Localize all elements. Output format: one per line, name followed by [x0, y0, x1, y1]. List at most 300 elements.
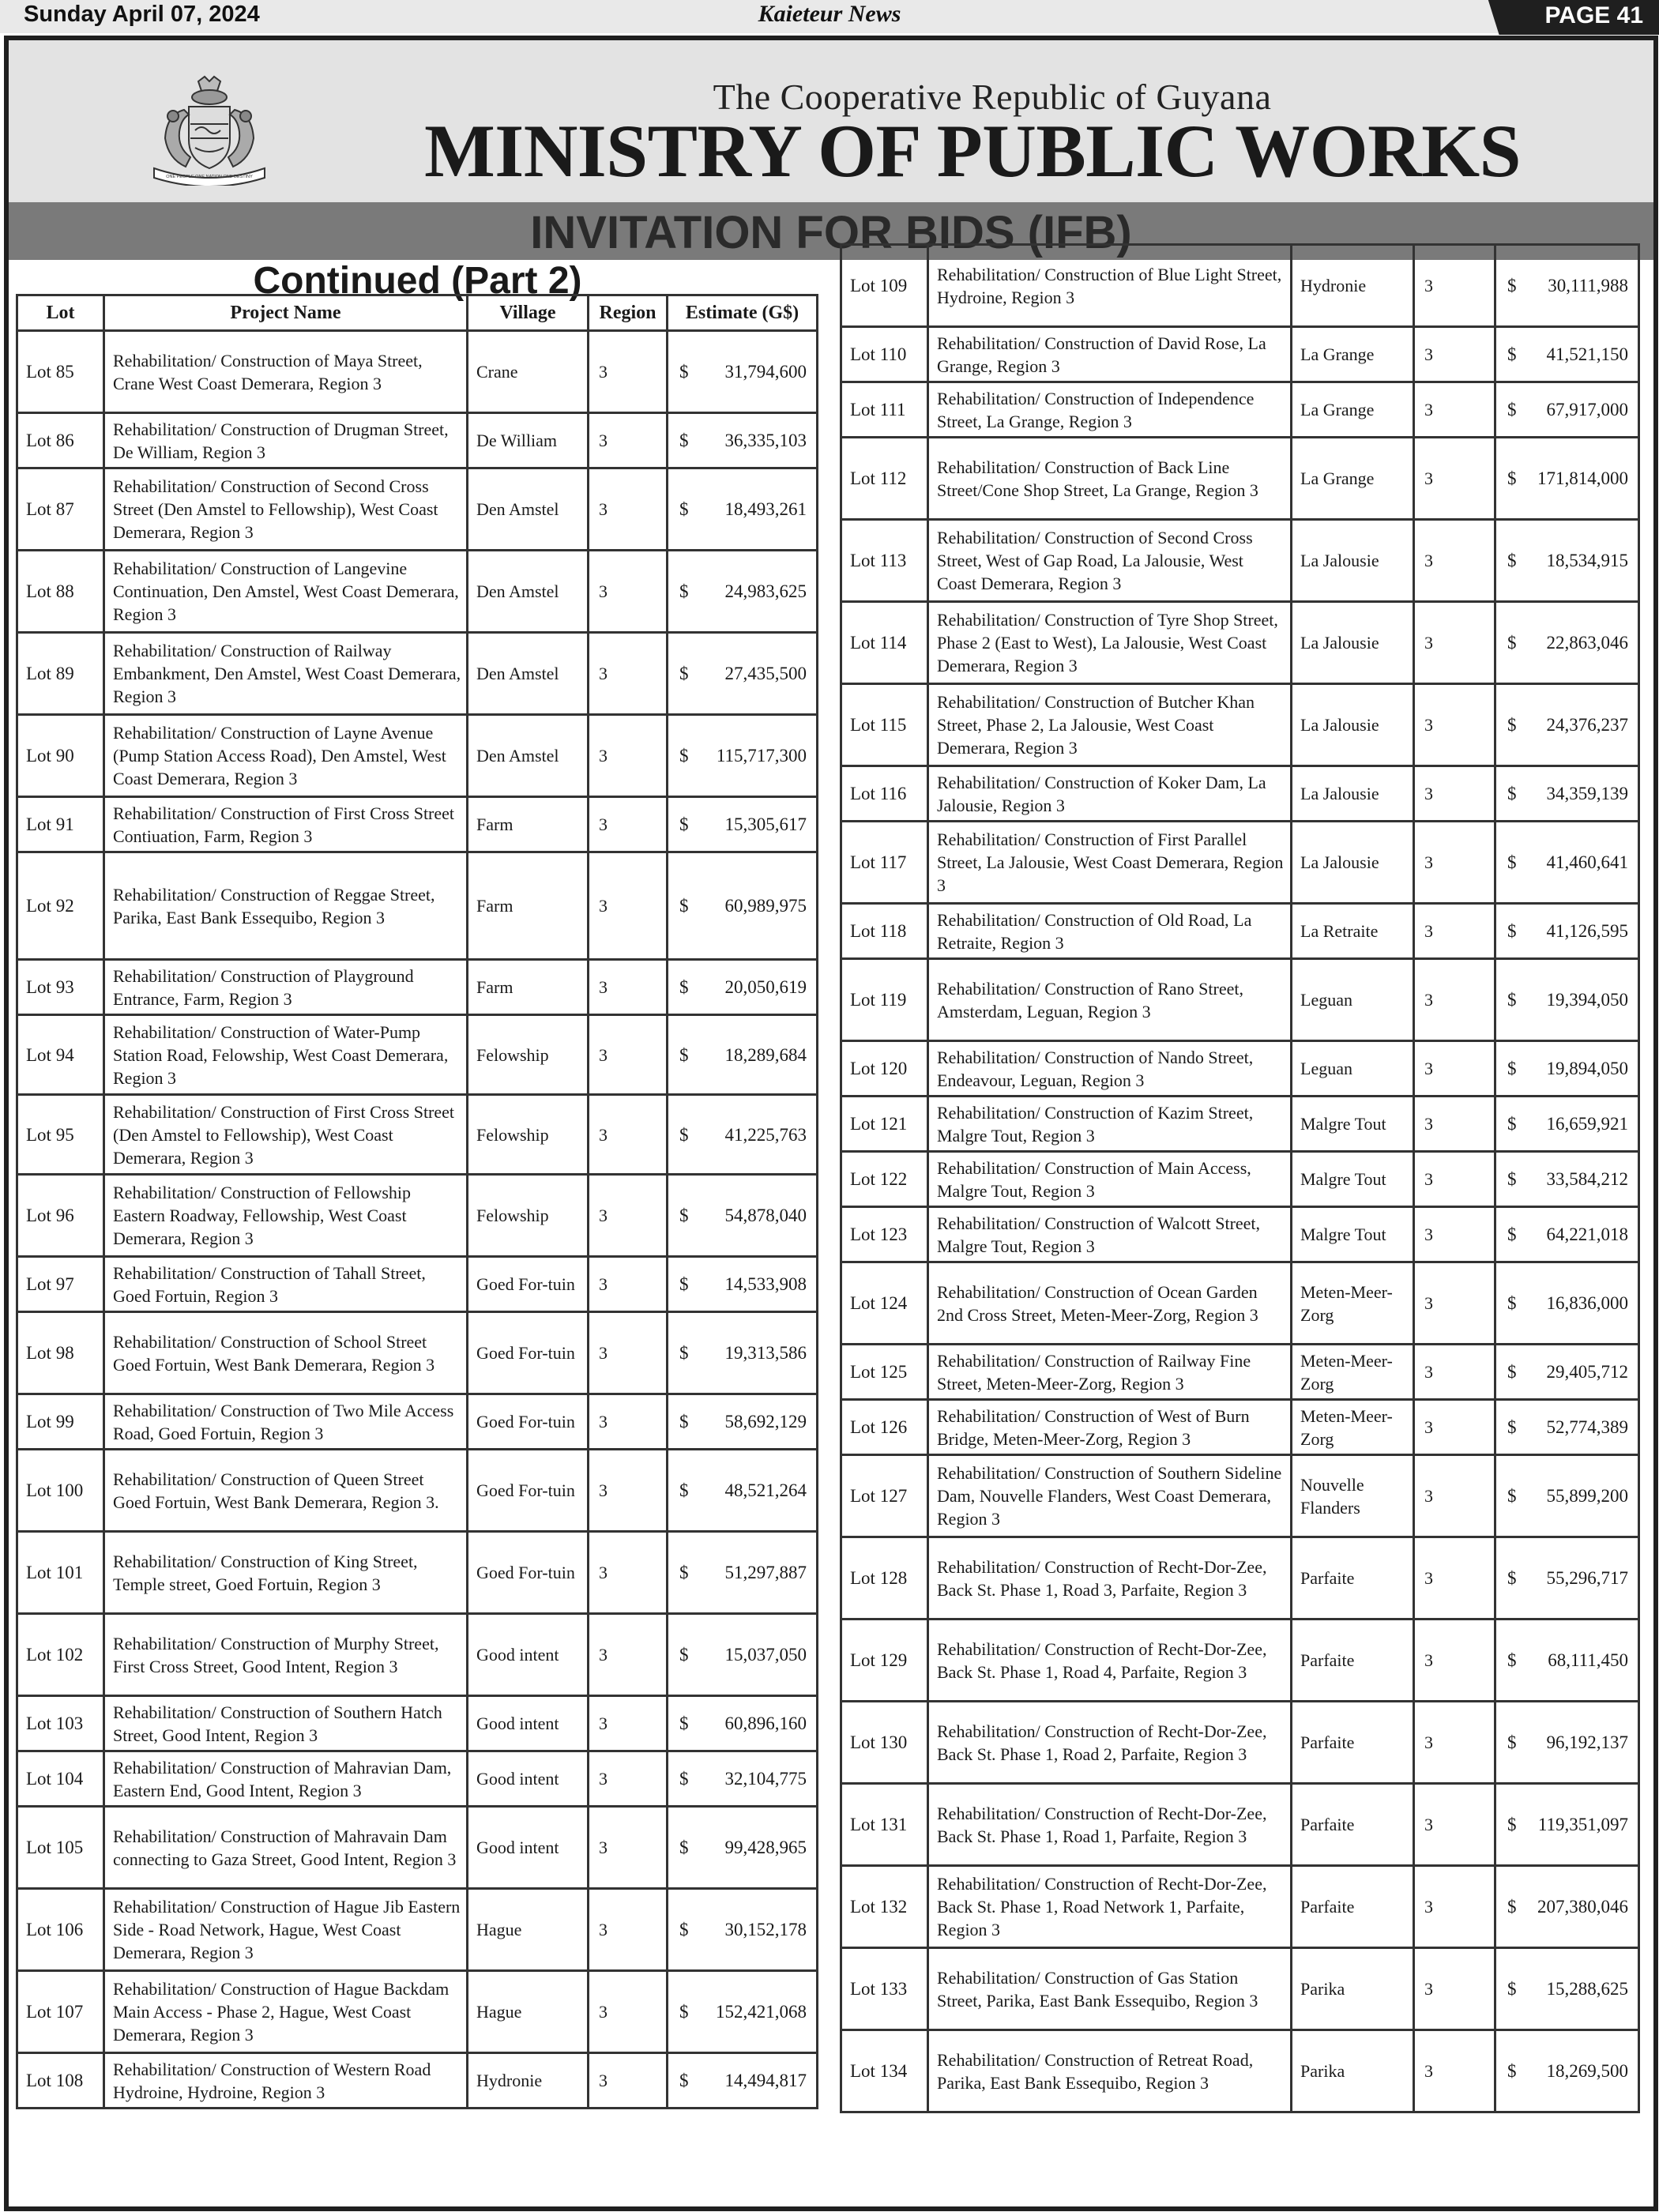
- currency-symbol: $: [679, 581, 689, 601]
- table-row: [841, 1948, 1639, 2030]
- region-cell: 3: [589, 797, 668, 852]
- estimate-cell: [1495, 2030, 1639, 2112]
- column-header-estimate: Estimate (G$): [668, 295, 818, 331]
- estimate-amount: 55,899,200: [1546, 1486, 1628, 1506]
- village-cell: Parfaite: [1292, 1784, 1414, 1866]
- table-row: [17, 1614, 818, 1696]
- region-cell: 3: [589, 852, 668, 960]
- currency-symbol: $: [1507, 1224, 1517, 1244]
- estimate-cell: [668, 468, 818, 551]
- project-name-cell: Rehabilitation/ Construction of Recht-Dor-Zee, Back St. Phase 1, Road Network 1, Parfaite, Region 3: [928, 1866, 1292, 1948]
- estimate-amount: 24,983,625: [724, 581, 807, 601]
- village-cell: Den Amstel: [468, 715, 589, 797]
- project-name-cell: Rehabilitation/ Construction of David Rose, La Grange, Region 3: [928, 327, 1292, 382]
- lot-cell: Lot 127: [841, 1455, 928, 1537]
- estimate-amount: 51,297,887: [724, 1563, 807, 1582]
- village-cell: Den Amstel: [468, 551, 589, 633]
- village-cell: Meten-Meer-Zorg: [1292, 1345, 1414, 1400]
- village-cell: Hydronie: [468, 2053, 589, 2109]
- estimate-cell: [1495, 1948, 1639, 2030]
- estimate-amount: 18,534,915: [1546, 551, 1628, 570]
- estimate-cell: [1495, 1784, 1639, 1866]
- region-cell: 3: [1414, 1948, 1495, 2030]
- lot-cell: Lot 107: [17, 1971, 104, 2053]
- project-name-cell: Rehabilitation/ Construction of Layne Avenue (Pump Station Access Road), Den Amstel, West Coast Demerara, Region 3: [104, 715, 468, 797]
- estimate-amount: 64,221,018: [1546, 1224, 1628, 1244]
- village-cell: Hague: [468, 1889, 589, 1971]
- currency-symbol: $: [1507, 1293, 1517, 1313]
- table-row: [17, 715, 818, 797]
- estimate-cell: [668, 1015, 818, 1095]
- estimate-amount: 24,376,237: [1546, 715, 1628, 735]
- bids-table-right: [840, 243, 1640, 2113]
- village-cell: Den Amstel: [468, 468, 589, 551]
- currency-symbol: $: [1507, 1486, 1517, 1506]
- project-name-cell: Rehabilitation/ Construction of Walcott Street, Malgre Tout, Region 3: [928, 1207, 1292, 1262]
- table-row: [17, 1807, 818, 1889]
- estimate-amount: 18,289,684: [724, 1044, 807, 1065]
- project-name-cell: Rehabilitation/ Construction of Back Line Street/Cone Shop Street, La Grange, Region 3: [928, 438, 1292, 520]
- estimate-amount: 119,351,097: [1537, 1815, 1628, 1834]
- estimate-amount: 18,269,500: [1546, 2061, 1628, 2081]
- lot-cell: Lot 93: [17, 960, 104, 1015]
- estimate-cell: [668, 1971, 818, 2053]
- lot-cell: Lot 128: [841, 1537, 928, 1620]
- lot-cell: Lot 114: [841, 602, 928, 684]
- currency-symbol: $: [679, 1206, 689, 1225]
- currency-symbol: $: [1507, 1732, 1517, 1752]
- currency-symbol: $: [679, 977, 689, 997]
- region-cell: 3: [589, 1450, 668, 1532]
- region-cell: 3: [1414, 904, 1495, 959]
- estimate-amount: 22,863,046: [1546, 633, 1628, 653]
- estimate-cell: [668, 852, 818, 960]
- project-name-cell: Rehabilitation/ Construction of Rano Street, Amsterdam, Leguan, Region 3: [928, 959, 1292, 1041]
- currency-symbol: $: [1507, 551, 1517, 570]
- table-row: [17, 1312, 818, 1394]
- village-cell: Good intent: [468, 1614, 589, 1696]
- table-row: [17, 413, 818, 468]
- currency-symbol: $: [679, 1714, 689, 1733]
- project-name-cell: Rehabilitation/ Construction of Fellowship Eastern Roadway, Fellowship, West Coast Demerara, Region 3: [104, 1175, 468, 1257]
- table-row: [841, 1455, 1639, 1537]
- estimate-amount: 32,104,775: [724, 1769, 807, 1789]
- estimate-amount: 48,521,264: [724, 1480, 807, 1500]
- estimate-cell: [1495, 1537, 1639, 1620]
- currency-symbol: $: [679, 1274, 689, 1294]
- currency-symbol: $: [679, 499, 689, 519]
- lot-cell: Lot 99: [17, 1394, 104, 1450]
- lot-cell: Lot 85: [17, 331, 104, 413]
- table-row: [841, 684, 1639, 766]
- region-cell: 3: [1414, 520, 1495, 602]
- ministry-header: [9, 40, 1653, 202]
- currency-symbol: $: [679, 1920, 689, 1939]
- village-cell: Felowship: [468, 1015, 589, 1095]
- village-cell: Goed For-tuin: [468, 1394, 589, 1450]
- table-row: [17, 960, 818, 1015]
- table-row: [841, 1262, 1639, 1345]
- currency-symbol: $: [1507, 1568, 1517, 1588]
- lot-cell: Lot 124: [841, 1262, 928, 1345]
- region-cell: 3: [1414, 822, 1495, 904]
- village-cell: Nouvelle Flanders: [1292, 1455, 1414, 1537]
- project-name-cell: Rehabilitation/ Construction of Nando Street, Endeavour, Leguan, Region 3: [928, 1041, 1292, 1097]
- estimate-amount: 171,814,000: [1537, 468, 1628, 488]
- village-cell: De William: [468, 413, 589, 468]
- estimate-cell: [668, 633, 818, 715]
- project-name-cell: Rehabilitation/ Construction of Recht-Dor-Zee, Back St. Phase 1, Road 2, Parfaite, Region 3: [928, 1702, 1292, 1784]
- lot-cell: Lot 131: [841, 1784, 928, 1866]
- lot-cell: Lot 104: [17, 1751, 104, 1807]
- region-cell: 3: [589, 1175, 668, 1257]
- estimate-amount: 41,126,595: [1546, 921, 1628, 941]
- currency-symbol: $: [1507, 1897, 1517, 1917]
- estimate-amount: 52,774,389: [1546, 1417, 1628, 1437]
- lot-cell: Lot 87: [17, 468, 104, 551]
- table-row: [841, 382, 1639, 438]
- estimate-amount: 60,896,160: [724, 1714, 807, 1733]
- currency-symbol: $: [679, 2071, 689, 2090]
- village-cell: Felowship: [468, 1175, 589, 1257]
- table-row: [841, 904, 1639, 959]
- currency-symbol: $: [679, 1838, 689, 1857]
- currency-symbol: $: [1507, 852, 1517, 872]
- estimate-cell: [668, 1889, 818, 1971]
- republic-title: The Cooperative Republic of Guyana: [713, 77, 1272, 117]
- region-cell: 3: [589, 1394, 668, 1450]
- project-name-cell: Rehabilitation/ Construction of First Cross Street (Den Amstel to Fellowship), West Coast Demerara, Region 3: [104, 1095, 468, 1175]
- region-cell: 3: [589, 1312, 668, 1394]
- village-cell: La Jalousie: [1292, 766, 1414, 822]
- village-cell: Parfaite: [1292, 1702, 1414, 1784]
- region-cell: 3: [1414, 1262, 1495, 1345]
- table-row: [17, 1532, 818, 1614]
- table-row: [17, 797, 818, 852]
- lot-cell: Lot 103: [17, 1696, 104, 1751]
- newspaper-name: Kaieteur News: [758, 1, 901, 27]
- region-cell: 3: [1414, 1702, 1495, 1784]
- estimate-cell: [668, 413, 818, 468]
- lot-cell: Lot 118: [841, 904, 928, 959]
- village-cell: Meten-Meer-Zorg: [1292, 1262, 1414, 1345]
- table-row: [841, 822, 1639, 904]
- region-cell: 3: [589, 1015, 668, 1095]
- village-cell: Farm: [468, 852, 589, 960]
- project-name-cell: Rehabilitation/ Construction of First Parallel Street, La Jalousie, West Coast Demerara, Region 3: [928, 822, 1292, 904]
- estimate-amount: 60,989,975: [724, 896, 807, 916]
- region-cell: 3: [589, 1696, 668, 1751]
- lot-cell: Lot 126: [841, 1400, 928, 1455]
- currency-symbol: $: [679, 1480, 689, 1500]
- table-row: [841, 1866, 1639, 1948]
- estimate-cell: [1495, 1097, 1639, 1152]
- region-cell: 3: [1414, 1097, 1495, 1152]
- village-cell: Good intent: [468, 1751, 589, 1807]
- table-row: [841, 2030, 1639, 2112]
- lot-cell: Lot 95: [17, 1095, 104, 1175]
- lot-cell: Lot 88: [17, 551, 104, 633]
- lot-cell: Lot 101: [17, 1532, 104, 1614]
- estimate-amount: 20,050,619: [724, 977, 807, 997]
- estimate-cell: [668, 1614, 818, 1696]
- region-cell: 3: [589, 413, 668, 468]
- project-name-cell: Rehabilitation/ Construction of Second Cross Street, West of Gap Road, La Jalousie, West Coast Demerara, Region 3: [928, 520, 1292, 602]
- currency-symbol: $: [1507, 1169, 1517, 1189]
- lot-cell: Lot 109: [841, 245, 928, 327]
- estimate-amount: 33,584,212: [1546, 1169, 1628, 1189]
- currency-symbol: $: [679, 1412, 689, 1431]
- project-name-cell: Rehabilitation/ Construction of First Cross Street Contiuation, Farm, Region 3: [104, 797, 468, 852]
- estimate-cell: [668, 1450, 818, 1532]
- estimate-cell: [1495, 1702, 1639, 1784]
- estimate-cell: [668, 1175, 818, 1257]
- lot-cell: Lot 123: [841, 1207, 928, 1262]
- currency-symbol: $: [679, 1124, 689, 1145]
- estimate-amount: 68,111,450: [1548, 1650, 1628, 1670]
- currency-symbol: $: [679, 814, 689, 834]
- estimate-cell: [1495, 1345, 1639, 1400]
- estimate-amount: 41,521,150: [1546, 344, 1628, 364]
- village-cell: Malgre Tout: [1292, 1097, 1414, 1152]
- region-cell: 3: [1414, 959, 1495, 1041]
- project-name-cell: Rehabilitation/ Construction of Kazim Street, Malgre Tout, Region 3: [928, 1097, 1292, 1152]
- table-header-row: [17, 295, 818, 331]
- currency-symbol: $: [1507, 1815, 1517, 1834]
- region-cell: 3: [589, 1889, 668, 1971]
- project-name-cell: Rehabilitation/ Construction of King Street, Temple street, Goed Fortuin, Region 3: [104, 1532, 468, 1614]
- ifb-title: INVITATION FOR BIDS (IFB): [530, 207, 1132, 258]
- project-name-cell: Rehabilitation/ Construction of Maya Street, Crane West Coast Demerara, Region 3: [104, 331, 468, 413]
- project-name-cell: Rehabilitation/ Construction of Langevine Continuation, Den Amstel, West Coast Demerara, Region 3: [104, 551, 468, 633]
- village-cell: Good intent: [468, 1807, 589, 1889]
- table-row: [841, 959, 1639, 1041]
- estimate-amount: 16,659,921: [1546, 1114, 1628, 1134]
- project-name-cell: Rehabilitation/ Construction of Southern Sideline Dam, Nouvelle Flanders, West Coast Demerara, Region 3: [928, 1455, 1292, 1537]
- lot-cell: Lot 108: [17, 2053, 104, 2109]
- lot-cell: Lot 89: [17, 633, 104, 715]
- coat-of-arms-icon: [149, 75, 269, 186]
- currency-symbol: $: [679, 1563, 689, 1582]
- lot-cell: Lot 115: [841, 684, 928, 766]
- currency-symbol: $: [679, 664, 689, 683]
- table-row: [17, 1394, 818, 1450]
- estimate-amount: 14,533,908: [724, 1274, 807, 1294]
- currency-symbol: $: [679, 1769, 689, 1789]
- lot-cell: Lot 129: [841, 1620, 928, 1702]
- estimate-cell: [1495, 1400, 1639, 1455]
- project-name-cell: Rehabilitation/ Construction of Hague Jib Eastern Side - Road Network, Hague, West Coast Demerara, Region 3: [104, 1889, 468, 1971]
- estimate-cell: [1495, 438, 1639, 520]
- table-row: [17, 1450, 818, 1532]
- lot-cell: Lot 105: [17, 1807, 104, 1889]
- table-row: [841, 1041, 1639, 1097]
- currency-symbol: $: [1507, 1059, 1517, 1078]
- village-cell: Parfaite: [1292, 1620, 1414, 1702]
- table-row: [17, 2053, 818, 2109]
- village-cell: Den Amstel: [468, 633, 589, 715]
- lot-cell: Lot 133: [841, 1948, 928, 2030]
- estimate-amount: 14,494,817: [724, 2071, 807, 2090]
- region-cell: 3: [1414, 438, 1495, 520]
- estimate-cell: [1495, 1152, 1639, 1207]
- table-row: [17, 1175, 818, 1257]
- section-subtitle: Continued (Part 2): [253, 260, 582, 302]
- region-cell: 3: [589, 468, 668, 551]
- village-cell: La Retraite: [1292, 904, 1414, 959]
- lot-cell: Lot 102: [17, 1614, 104, 1696]
- table-row: [17, 1257, 818, 1312]
- region-cell: 3: [589, 715, 668, 797]
- project-name-cell: Rehabilitation/ Construction of Two Mile Access Road, Goed Fortuin, Region 3: [104, 1394, 468, 1450]
- estimate-amount: 99,428,965: [724, 1838, 807, 1857]
- currency-symbol: $: [1507, 468, 1517, 488]
- table-row: [841, 1400, 1639, 1455]
- lot-cell: Lot 98: [17, 1312, 104, 1394]
- village-cell: Malgre Tout: [1292, 1152, 1414, 1207]
- currency-symbol: $: [1507, 633, 1517, 653]
- village-cell: Farm: [468, 797, 589, 852]
- estimate-amount: 30,111,988: [1548, 276, 1628, 295]
- lot-cell: Lot 94: [17, 1015, 104, 1095]
- bids-table-left-body: [17, 331, 818, 2109]
- village-cell: Leguan: [1292, 959, 1414, 1041]
- region-cell: 3: [1414, 1041, 1495, 1097]
- lot-cell: Lot 86: [17, 413, 104, 468]
- project-name-cell: Rehabilitation/ Construction of Water-Pump Station Road, Felowship, West Coast Demerara, Region 3: [104, 1015, 468, 1095]
- estimate-cell: [1495, 382, 1639, 438]
- column-header-village: Village: [468, 295, 589, 331]
- project-name-cell: Rehabilitation/ Construction of Independence Street, La Grange, Region 3: [928, 382, 1292, 438]
- currency-symbol: $: [1507, 276, 1517, 295]
- estimate-cell: [1495, 1041, 1639, 1097]
- bids-table-right-body: [841, 245, 1639, 2112]
- estimate-amount: 152,421,068: [716, 2002, 807, 2022]
- region-cell: 3: [1414, 1345, 1495, 1400]
- project-name-cell: Rehabilitation/ Construction of School Street Goed Fortuin, West Bank Demerara, Region 3: [104, 1312, 468, 1394]
- table-row: [841, 602, 1639, 684]
- village-cell: Parika: [1292, 1948, 1414, 2030]
- estimate-amount: 96,192,137: [1546, 1732, 1628, 1752]
- currency-symbol: $: [1507, 1979, 1517, 1999]
- ministry-title: MINISTRY OF PUBLIC WORKS: [424, 109, 1521, 193]
- lot-cell: Lot 113: [841, 520, 928, 602]
- column-header-project: Project Name: [104, 295, 468, 331]
- region-cell: 3: [1414, 245, 1495, 327]
- region-cell: 3: [589, 551, 668, 633]
- lot-cell: Lot 111: [841, 382, 928, 438]
- project-name-cell: Rehabilitation/ Construction of Railway Fine Street, Meten-Meer-Zorg, Region 3: [928, 1345, 1292, 1400]
- region-cell: 3: [1414, 684, 1495, 766]
- project-name-cell: Rehabilitation/ Construction of Railway Embankment, Den Amstel, West Coast Demerara, Region 3: [104, 633, 468, 715]
- estimate-amount: 55,296,717: [1546, 1568, 1628, 1588]
- region-cell: 3: [589, 633, 668, 715]
- estimate-amount: 30,152,178: [724, 1920, 807, 1939]
- village-cell: Hague: [468, 1971, 589, 2053]
- village-cell: Felowship: [468, 1095, 589, 1175]
- village-cell: Farm: [468, 960, 589, 1015]
- project-name-cell: Rehabilitation/ Construction of Queen Street Goed Fortuin, West Bank Demerara, Region 3.: [104, 1450, 468, 1532]
- currency-symbol: $: [679, 1645, 689, 1665]
- estimate-cell: [1495, 684, 1639, 766]
- region-cell: 3: [1414, 1866, 1495, 1948]
- estimate-cell: [1495, 1620, 1639, 1702]
- estimate-amount: 31,794,600: [724, 362, 807, 382]
- estimate-amount: 67,917,000: [1546, 400, 1628, 419]
- table-row: [841, 1702, 1639, 1784]
- column-header-lot: Lot: [17, 295, 104, 331]
- lot-cell: Lot 116: [841, 766, 928, 822]
- table-row: [841, 520, 1639, 602]
- lot-cell: Lot 106: [17, 1889, 104, 1971]
- table-row: [841, 1620, 1639, 1702]
- lot-cell: Lot 125: [841, 1345, 928, 1400]
- estimate-cell: [668, 1532, 818, 1614]
- currency-symbol: $: [679, 896, 689, 916]
- lot-cell: Lot 134: [841, 2030, 928, 2112]
- estimate-cell: [1495, 1262, 1639, 1345]
- currency-symbol: $: [679, 746, 689, 766]
- region-cell: 3: [589, 1971, 668, 2053]
- currency-symbol: $: [679, 362, 689, 382]
- village-cell: Leguan: [1292, 1041, 1414, 1097]
- region-cell: 3: [1414, 602, 1495, 684]
- estimate-cell: [1495, 1207, 1639, 1262]
- lot-cell: Lot 100: [17, 1450, 104, 1532]
- region-cell: 3: [1414, 1400, 1495, 1455]
- currency-symbol: $: [679, 2002, 689, 2022]
- project-name-cell: Rehabilitation/ Construction of Tyre Shop Street, Phase 2 (East to West), La Jalousie, West Coast Demerara, Region 3: [928, 602, 1292, 684]
- table-row: [17, 1015, 818, 1095]
- region-cell: 3: [1414, 1152, 1495, 1207]
- village-cell: Good intent: [468, 1696, 589, 1751]
- lot-cell: Lot 132: [841, 1866, 928, 1948]
- project-name-cell: Rehabilitation/ Construction of Playground Entrance, Farm, Region 3: [104, 960, 468, 1015]
- village-cell: La Grange: [1292, 382, 1414, 438]
- region-cell: 3: [589, 960, 668, 1015]
- village-cell: Goed For-tuin: [468, 1450, 589, 1532]
- table-row: [17, 1971, 818, 2053]
- region-cell: 3: [1414, 2030, 1495, 2112]
- estimate-cell: [1495, 1866, 1639, 1948]
- estimate-cell: [668, 1751, 818, 1807]
- lot-cell: Lot 117: [841, 822, 928, 904]
- lot-cell: Lot 91: [17, 797, 104, 852]
- estimate-amount: 29,405,712: [1546, 1362, 1628, 1382]
- currency-symbol: $: [1507, 1114, 1517, 1134]
- bids-table-left: [16, 294, 818, 2109]
- currency-symbol: $: [679, 431, 689, 450]
- project-name-cell: Rehabilitation/ Construction of Main Access, Malgre Tout, Region 3: [928, 1152, 1292, 1207]
- project-name-cell: Rehabilitation/ Construction of Old Road, La Retraite, Region 3: [928, 904, 1292, 959]
- project-name-cell: Rehabilitation/ Construction of Butcher Khan Street, Phase 2, La Jalousie, West Coast Demerara, Region 3: [928, 684, 1292, 766]
- currency-symbol: $: [679, 1343, 689, 1363]
- region-cell: 3: [1414, 1537, 1495, 1620]
- project-name-cell: Rehabilitation/ Construction of Recht-Dor-Zee, Back St. Phase 1, Road 4, Parfaite, Region 3: [928, 1620, 1292, 1702]
- village-cell: Parika: [1292, 2030, 1414, 2112]
- estimate-cell: [668, 715, 818, 797]
- estimate-amount: 41,225,763: [724, 1124, 807, 1145]
- estimate-amount: 36,335,103: [724, 431, 807, 450]
- lot-cell: Lot 97: [17, 1257, 104, 1312]
- issue-date: Sunday April 07, 2024: [24, 2, 260, 27]
- currency-symbol: $: [1507, 990, 1517, 1010]
- estimate-cell: [668, 2053, 818, 2109]
- estimate-amount: 207,380,046: [1537, 1897, 1628, 1917]
- estimate-amount: 58,692,129: [724, 1412, 807, 1431]
- currency-symbol: $: [1507, 1417, 1517, 1437]
- table-row: [17, 1751, 818, 1807]
